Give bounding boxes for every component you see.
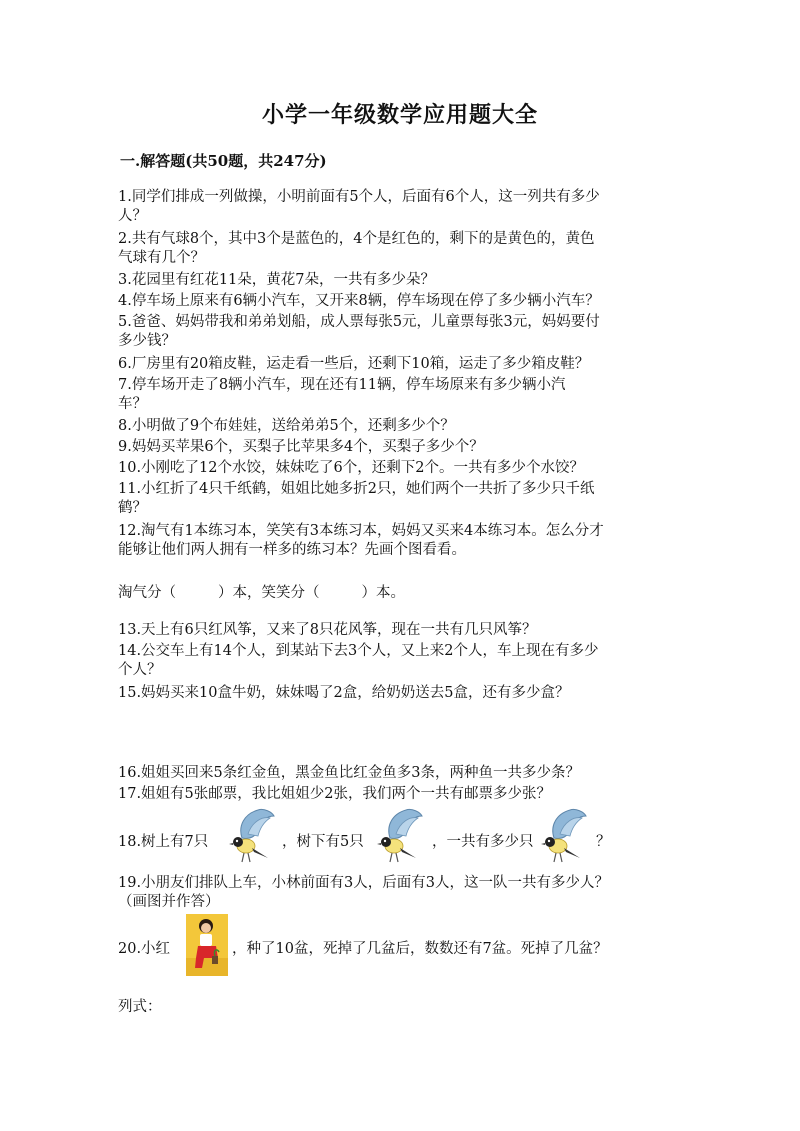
- question-16: 16.姐姐买回来5条红金鱼，黑金鱼比红金鱼多3条，两种鱼一共多少条？: [118, 765, 581, 781]
- question-5: 5.爸爸、妈妈带我和弟弟划船，成人票每张5元，儿童票每张3元，妈妈要付 多少钱？: [118, 314, 600, 349]
- question-12: 12.淘气有1本练习本，笑笑有3本练习本，妈妈又买来4本练习本。怎么分才 能够让他们两人拥有一样多的练习本？先画个图看看。: [118, 523, 604, 558]
- question-8: 8.小明做了9个布娃娃，送给弟弟5个，还剩多少个？: [118, 418, 455, 434]
- question-20-part2: ，种了10盆，死掉了几盆后，数数还有7盆。死掉了几盆？: [232, 941, 608, 957]
- question-6: 6.厂房里有20箱皮鞋，运走看一些后，还剩下10箱，运走了多少箱皮鞋？: [118, 356, 590, 372]
- question-2: 2.共有气球8个，其中3个是蓝色的，4个是红色的，剩下的是黄色的，黄色 气球有几个？: [118, 231, 595, 266]
- question-1: 1.同学们排成一列做操，小明前面有5个人，后面有6个人，这一列共有多少 人？: [118, 189, 600, 224]
- question-12-answer: 淘气分（ ）本，笑笑分（ ）本。: [118, 585, 405, 601]
- question-18-part2: ，树下有5只: [282, 834, 364, 850]
- question-13: 13.天上有6只红风筝，又来了8只花风筝，现在一共有几只风筝？: [118, 622, 537, 638]
- question-17: 17.姐姐有5张邮票，我比姐姐少2张，我们两个一共有邮票多少张？: [118, 786, 552, 802]
- formula-label: 列式：: [118, 999, 162, 1015]
- question-9: 9.妈妈买苹果6个，买梨子比苹果多4个，买梨子多少个？: [118, 439, 484, 455]
- question-14: 14.公交车上有14个人，到某站下去3个人，又上来2个人，车上现在有多少 个人？: [118, 643, 599, 678]
- question-18-part1: 18.树上有7只: [118, 834, 209, 850]
- section-header: 一.解答题(共50题，共247分): [120, 152, 327, 170]
- question-4: 4.停车场上原来有6辆小汽车，又开来8辆，停车场现在停了多少辆小汽车？: [118, 293, 600, 309]
- page-title: 小学一年级数学应用题大全: [261, 102, 538, 128]
- question-18-part4: ？: [596, 834, 611, 850]
- bird-icon: [376, 808, 424, 868]
- bird-icon: [540, 808, 588, 868]
- question-20-part1: 20.小红: [118, 941, 171, 957]
- bird-icon: [228, 808, 276, 868]
- question-10: 10.小刚吃了12个水饺，妹妹吃了6个，还剩下2个。一共有多少个水饺？: [118, 460, 584, 476]
- question-7: 7.停车场开走了8辆小汽车，现在还有11辆，停车场原来有多少辆小汽 车？: [118, 377, 566, 412]
- question-3: 3.花园里有红花11朵，黄花7朵，一共有多少朵？: [118, 272, 436, 288]
- question-19: 19.小朋友们排队上车，小林前面有3人，后面有3人，这一队一共有多少人？ （画图并作答）: [118, 875, 610, 910]
- question-15: 15.妈妈买来10盒牛奶，妹妹喝了2盒，给奶奶送去5盒，还有多少盒？: [118, 685, 570, 701]
- question-18-part3: ，一共有多少只: [432, 834, 534, 850]
- girl-planting-icon: [186, 914, 228, 976]
- question-11: 11.小红折了4只千纸鹤，姐姐比她多折2只，她们两个一共折了多少只千纸 鹤？: [118, 481, 595, 516]
